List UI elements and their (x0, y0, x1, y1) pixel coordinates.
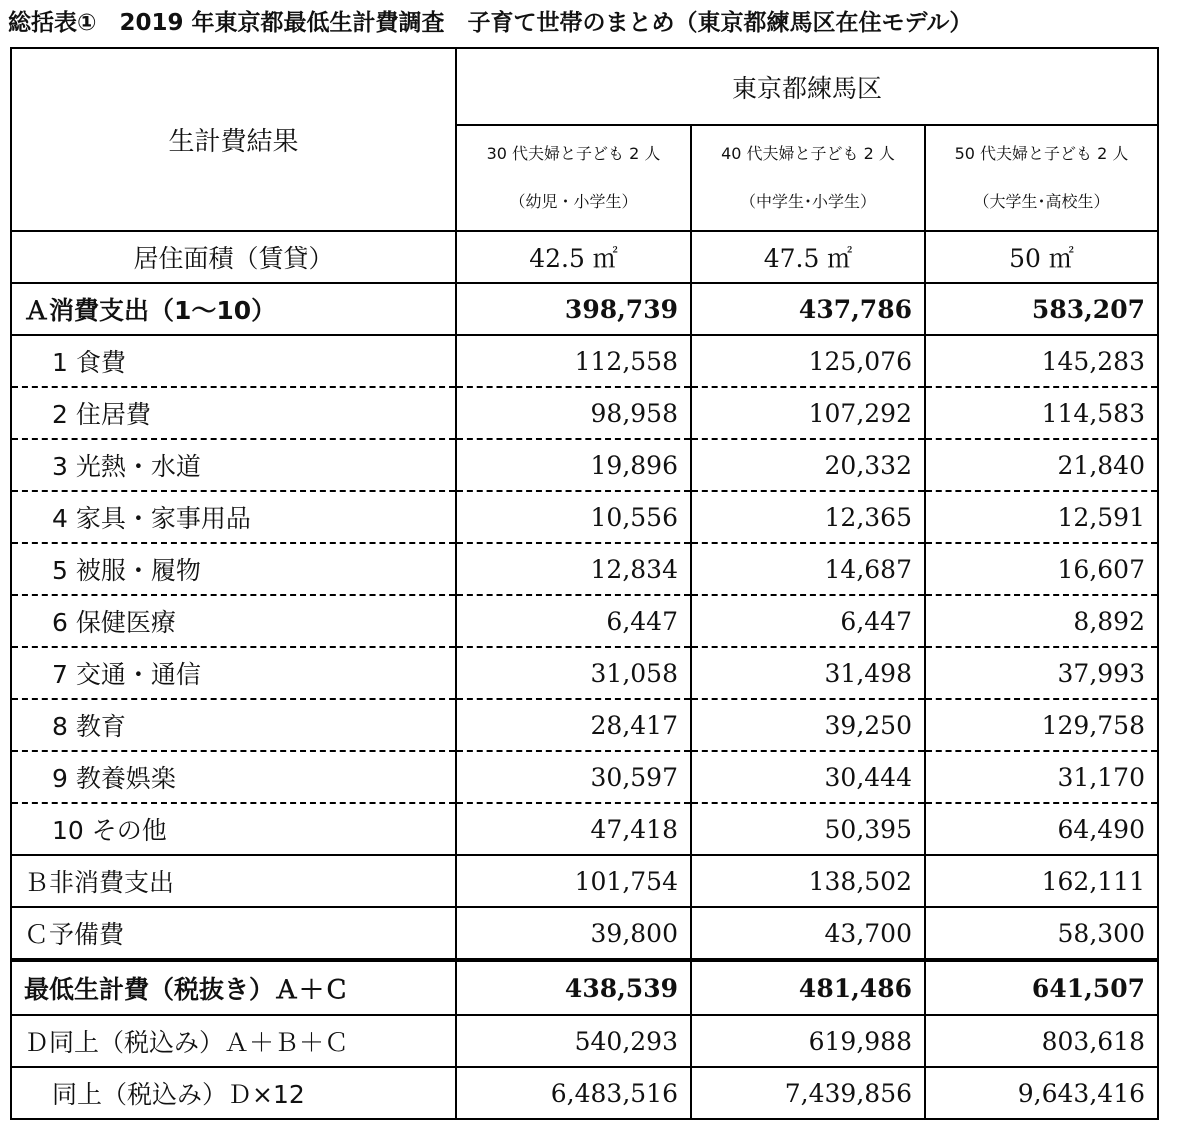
row-label: 同上（税込み）Ｄ×12 (11, 1067, 456, 1119)
area-row (11, 231, 1158, 283)
cell-value: 39,250 (691, 699, 925, 751)
cell-value: 125,076 (691, 335, 925, 387)
cell-value: 583,207 (925, 283, 1158, 335)
table-row (11, 803, 1158, 855)
table-row (11, 751, 1158, 803)
row-label: 10 その他 (11, 803, 456, 855)
cell-value: 30,444 (691, 751, 925, 803)
living-cost-summary-table (10, 47, 1159, 1120)
row-label: 1 食費 (11, 335, 456, 387)
cell-value: 112,558 (456, 335, 691, 387)
cell-value: 138,502 (691, 855, 925, 907)
row-label: 居住面積（賃貸） (11, 231, 456, 283)
cell-value: 39,800 (456, 907, 691, 960)
table-row (11, 387, 1158, 439)
cell-value: 619,988 (691, 1015, 925, 1067)
cell-value: 21,840 (925, 439, 1158, 491)
cell-value: 7,439,856 (691, 1067, 925, 1119)
row-label: 9 教養娯楽 (11, 751, 456, 803)
cell-value: 31,170 (925, 751, 1158, 803)
cell-value: 30,597 (456, 751, 691, 803)
table-row (11, 855, 1158, 907)
table-row (11, 960, 1158, 1015)
cell-value: 47,418 (456, 803, 691, 855)
cell-value: 12,834 (456, 543, 691, 595)
table-row (11, 283, 1158, 335)
table-row (11, 439, 1158, 491)
cell-value: 6,447 (691, 595, 925, 647)
table-row (11, 491, 1158, 543)
cell-value: 438,539 (456, 960, 691, 1015)
row-label: 8 教育 (11, 699, 456, 751)
row-label: Ａ消費支出（1〜10） (11, 283, 456, 335)
row-label: Ｃ予備費 (11, 907, 456, 960)
area-value: 42.5 ㎡ (456, 231, 691, 283)
cell-value: 10,556 (456, 491, 691, 543)
cell-value: 14,687 (691, 543, 925, 595)
cell-value: 101,754 (456, 855, 691, 907)
row-label: 7 交通・通信 (11, 647, 456, 699)
cell-value: 50,395 (691, 803, 925, 855)
cell-value: 803,618 (925, 1015, 1158, 1067)
cell-value: 31,058 (456, 647, 691, 699)
cell-value: 641,507 (925, 960, 1158, 1015)
cell-value: 12,591 (925, 491, 1158, 543)
area-value: 47.5 ㎡ (691, 231, 925, 283)
area-value: 50 ㎡ (925, 231, 1158, 283)
row-label: 6 保健医療 (11, 595, 456, 647)
cell-value: 6,483,516 (456, 1067, 691, 1119)
cell-value: 6,447 (456, 595, 691, 647)
cell-value: 20,332 (691, 439, 925, 491)
row-label: 5 被服・履物 (11, 543, 456, 595)
cell-value: 58,300 (925, 907, 1158, 960)
column-header-50s: 50 代夫婦と子ども 2 人 （大学生･高校生） (925, 125, 1158, 231)
table-row (11, 543, 1158, 595)
cell-value: 9,643,416 (925, 1067, 1158, 1119)
cell-value: 19,896 (456, 439, 691, 491)
document-title: 総括表① 2019 年東京都最低生計費調査 子育て世帯のまとめ（東京都練馬区在住モデル） (8, 10, 973, 36)
table-row (11, 1067, 1158, 1119)
table-row (11, 647, 1158, 699)
cell-value: 98,958 (456, 387, 691, 439)
cell-value: 114,583 (925, 387, 1158, 439)
region-header: 東京都練馬区 (456, 48, 1158, 125)
row-label: 2 住居費 (11, 387, 456, 439)
cell-value: 64,490 (925, 803, 1158, 855)
cell-value: 437,786 (691, 283, 925, 335)
table-row (11, 1015, 1158, 1067)
cell-value: 37,993 (925, 647, 1158, 699)
table-row (11, 335, 1158, 387)
cell-value: 540,293 (456, 1015, 691, 1067)
cell-value: 481,486 (691, 960, 925, 1015)
table-row (11, 699, 1158, 751)
row-label: 最低生計費（税抜き）Ａ＋Ｃ (11, 960, 456, 1015)
cell-value: 12,365 (691, 491, 925, 543)
column-header-40s: 40 代夫婦と子ども 2 人 （中学生･小学生） (691, 125, 925, 231)
cell-value: 43,700 (691, 907, 925, 960)
cell-value: 16,607 (925, 543, 1158, 595)
cell-value: 129,758 (925, 699, 1158, 751)
row-label: 4 家具・家事用品 (11, 491, 456, 543)
cell-value: 31,498 (691, 647, 925, 699)
cell-value: 145,283 (925, 335, 1158, 387)
table-row (11, 907, 1158, 960)
row-label: Ｄ同上（税込み）Ａ＋Ｂ＋Ｃ (11, 1015, 456, 1067)
column-header-30s: 30 代夫婦と子ども 2 人 （幼児・小学生） (456, 125, 691, 231)
cell-value: 28,417 (456, 699, 691, 751)
row-label: Ｂ非消費支出 (11, 855, 456, 907)
cell-value: 162,111 (925, 855, 1158, 907)
table-row (11, 595, 1158, 647)
cell-value: 398,739 (456, 283, 691, 335)
cell-value: 107,292 (691, 387, 925, 439)
row-label: 3 光熱・水道 (11, 439, 456, 491)
row-header-title: 生計費結果 (11, 48, 456, 231)
cell-value: 8,892 (925, 595, 1158, 647)
